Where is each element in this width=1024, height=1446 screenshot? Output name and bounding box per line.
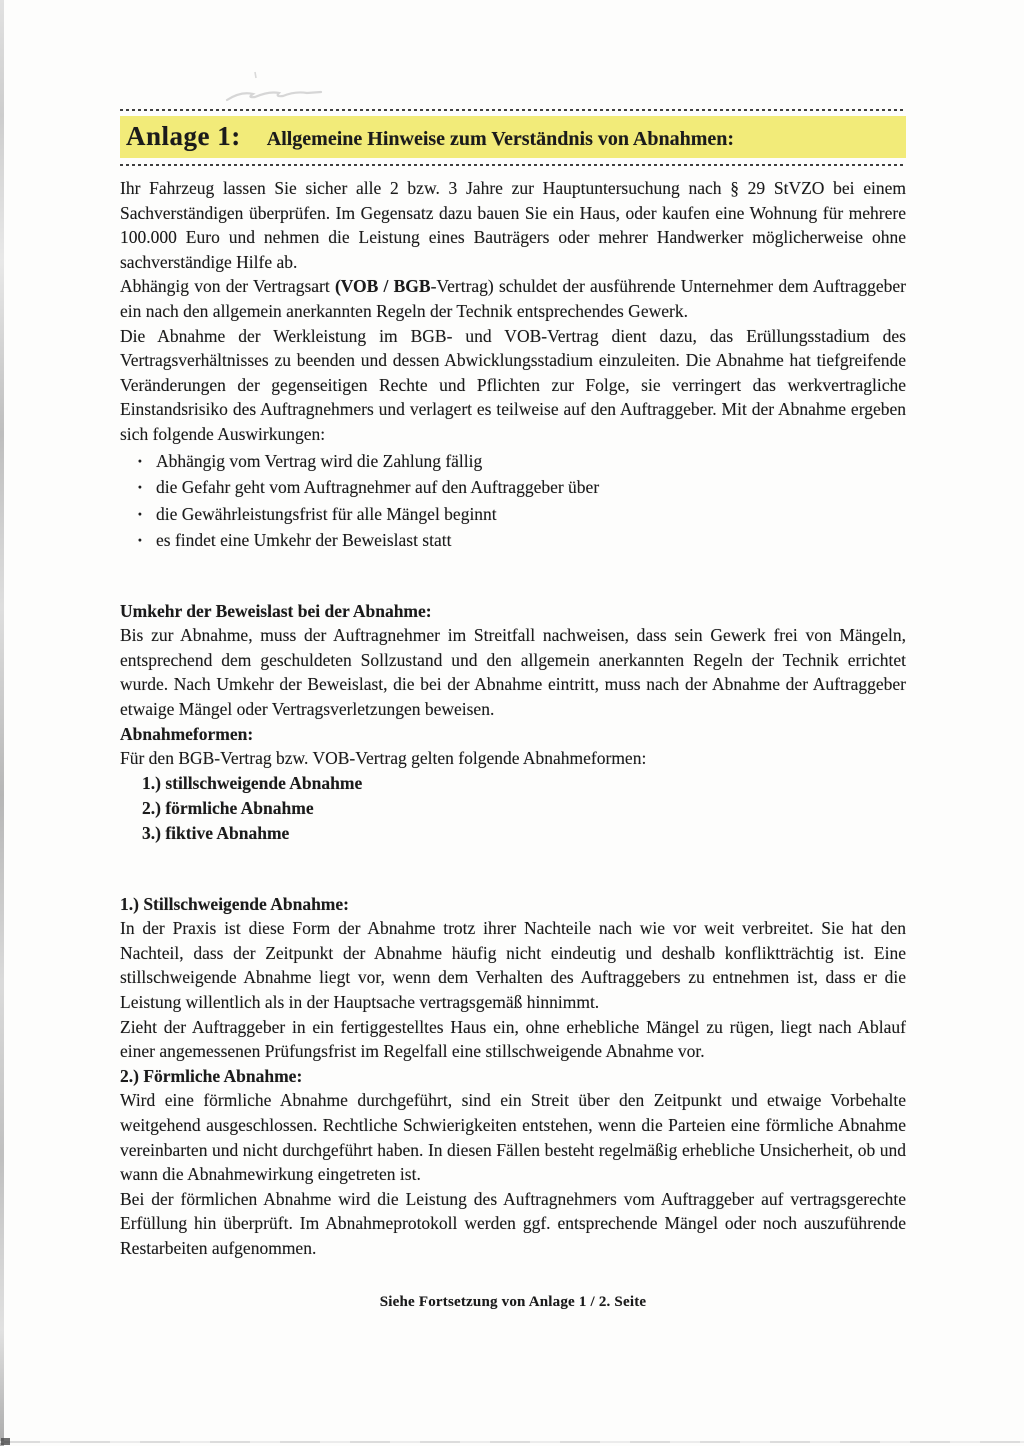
- umkehr-paragraph: Bis zur Abnahme, muss der Auftragnehmer im Streitfall nachweisen, dass sein Gewerk frei von Mängeln, entsprechend dem geschuldeten Sollzustand und den allgemein anerkannten Regeln der Technik errichtet wurde. Nach Umkehr der Beweislast, die bei der Abnahme eintritt, muss nach der Abnahme der Auftraggeber etwaige Mängel oder Vertragsverletzungen beweisen.: [120, 625, 906, 719]
- contract-type-bold: (VOB / BGB: [334, 276, 431, 297]
- spacer: [120, 847, 906, 892]
- document-body: [120, 176, 906, 1315]
- scan-corner-mark: [1, 1438, 10, 1445]
- list-item: 3.) fiktive Abnahme: [142, 823, 290, 844]
- section-heading-umkehr: Umkehr der Beweislast bei der Abnahme:: [120, 600, 432, 621]
- continuation-note: Siehe Fortsetzung von Anlage 1 / 2. Seite: [379, 1294, 647, 1311]
- abnahmeformen-list: [120, 771, 906, 847]
- intro-paragraph-3: Die Abnahme der Werkleistung im BGB- und VOB-Vertrag dient dazu, das Erüllungsstadium des Vertragsverhältnisses zu beenden und dessen Abwicklungsstadium einzuleiten. Die Abnahme hat tiefgreifende Veränderungen der gegenseitigen Rechte und Pflichten zur Folge, sie verringert das werkvertragliche Einstandsrisiko des Auftragnehmers und verlagert es teilweise auf den Auftraggeber. Mit der Abnahme ergeben sich folgende Auswirkungen:: [120, 325, 906, 444]
- intro-paragraph-2-post: -Vertrag) schuldet der ausführende Unternehmer dem Auftraggeber ein nach den allgemein anerkannten Regeln der Technik entsprechendes Gewerk.: [120, 276, 906, 321]
- list-item: · Abhängig vom Vertrag wird die Zahlung fällig: [120, 448, 906, 475]
- stillschweigende-paragraph-1: In der Praxis ist diese Form der Abnahme trotz ihrer Nachteile nach wie vor weit verbreitet. Sie hat den Nachteil, dass der Zeitpunkt der Abnahme häufig nicht eindeutig und deshalb konfliktträchtig ist. Eine stillschweigende Abnahme liegt vor, wenn dem Verhalten des Auftraggebers zu entnehmen ist, dass er die Leistung willentlich als in der Hauptsache vertragsgemäß hinnimmt.: [120, 918, 906, 1012]
- abnahmeformen-intro: Für den BGB-Vertrag bzw. VOB-Vertrag gelten folgende Abnahmeformen:: [120, 748, 647, 769]
- page-subtitle: Allgemeine Hinweise zum Verständnis von Abnahmen:: [266, 128, 735, 150]
- dashed-rule-top: [120, 108, 906, 111]
- document-page: [120, 108, 906, 1315]
- dashed-rule-bottom: [120, 163, 906, 166]
- page-title: Anlage 1:: [126, 121, 241, 151]
- foermliche-paragraph-2: Bei der förmlichen Abnahme wird die Leistung des Auftragnehmers vom Auftraggeber auf vertragsgerechte Erfüllung hin überprüft. Im Abnahmeprotokoll werden ggf. entsprechende Mängel oder noch auszuführende Restarbeiten aufgenommen.: [120, 1188, 906, 1258]
- list-item: · die Gefahr geht vom Auftragnehmer auf den Auftraggeber über: [120, 474, 906, 501]
- section-heading-foermliche: 2.) Förmliche Abnahme:: [120, 1065, 303, 1086]
- stillschweigende-paragraph-2: Zieht der Auftraggeber in ein fertiggestelltes Haus ein, ohne erhebliche Mängel zu rügen, liegt nach Ablauf einer angemessenen Prüfungsfrist im Regelfall eine stillschweigende Abnahme vor.: [120, 1016, 906, 1062]
- section-heading-abnahmeformen: Abnahmeformen:: [120, 723, 254, 744]
- foermliche-paragraph-1: Wird eine förmliche Abnahme durchgeführt, sind ein Streit über den Zeitpunkt und etwaige Vorbehalte weitgehend ausgeschlossen. Rechtliche Schwierigkeiten entstehen, wenn die Parteien eine förmliche Abnahme vereinbarten und nicht durchgeführt haben. In diesen Fällen besteht regelmäßig erhebliche Unsicherheit, ob und wann die Abnahmewirkung eingetreten ist.: [120, 1090, 906, 1185]
- scan-bottom-edge-artifact: [0, 1441, 1024, 1443]
- scan-left-edge-artifact: [0, 0, 4, 1446]
- title-highlight-band: [120, 116, 906, 158]
- intro-paragraph-1: Ihr Fahrzeug lassen Sie sicher alle 2 bzw. 3 Jahre zur Hauptuntersuchung nach § 29 StVZO bei einem Sachverständigen überprüfen. Im Gegensatz dazu bauen Sie ein Haus, oder kaufen eine Wohnung für mehrere 100.000 Euro und nehmen die Leistung eines Bauträgers oder mehrer Handwerker möglicherweise ohne sachverständige Hilfe ab.: [120, 178, 906, 272]
- pencil-scribble: [225, 68, 325, 110]
- list-item: 1.) stillschweigende Abnahme: [142, 772, 363, 793]
- intro-paragraph-2-pre: Abhängig von der Vertragsart: [120, 276, 335, 297]
- spacer: [120, 554, 906, 599]
- list-item: 2.) förmliche Abnahme: [142, 797, 314, 818]
- section-heading-stillschweigende: 1.) Stillschweigende Abnahme:: [120, 893, 349, 914]
- list-item: · die Gewährleistungsfrist für alle Mängel beginnt: [120, 501, 906, 528]
- intro-paragraph-2: [120, 274, 906, 323]
- list-item: · es findet eine Umkehr der Beweislast statt: [120, 527, 906, 554]
- abnahme-effects-list: [120, 448, 906, 554]
